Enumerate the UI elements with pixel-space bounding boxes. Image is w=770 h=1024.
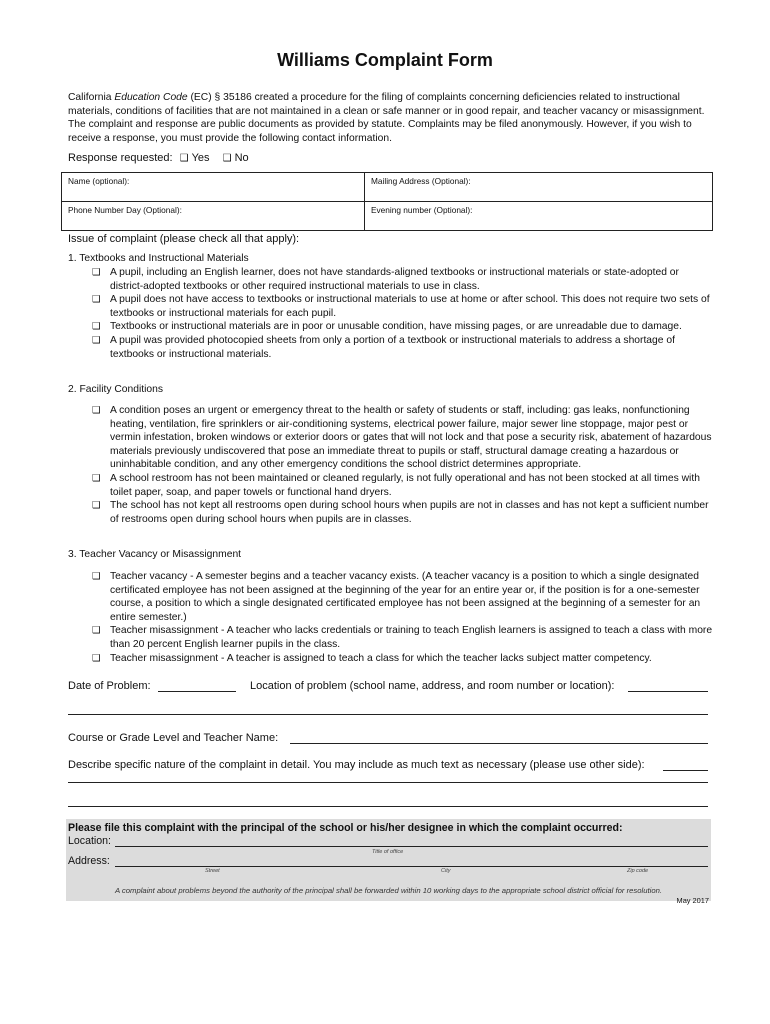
mailing-label: Mailing Address (Optional): xyxy=(371,176,471,186)
issue-heading: Issue of complaint (please check all that apply): xyxy=(68,233,300,245)
describe-input-line-3[interactable] xyxy=(68,806,708,807)
checklist-item[interactable] xyxy=(92,293,714,320)
forwarding-note: A complaint about problems beyond the authority of the principal shall be forwarded within 10 working days to the appropriate school district official for resolution. xyxy=(114,886,663,895)
item-text: Textbooks or instructional materials are in poor or unusable condition, have missing pages, or are unreadable due to damage. xyxy=(110,321,682,333)
checkbox-icon[interactable]: ❑ xyxy=(92,625,101,637)
item-text: A pupil, including an English learner, does not have standards-aligned textbooks or instructional materials or state-adopted or district-adopted textbooks or other required instructional materials to use in class. xyxy=(110,267,679,292)
intro-code: Education Code xyxy=(114,92,188,103)
item-text: A pupil does not have access to textbooks or instructional materials to use at home or after school. This does not require two sets of textbooks or instructional materials for each pupil. xyxy=(110,294,710,319)
intro-text: (EC) § 35186 created a procedure for the filing of complaints concerning deficiencies related to instructional materials, conditions of facilities that are not maintained in a clean or safe manner or in good repair, and teacher vacancy or misassignment. The complaint and response are public documents as provided by statute. Complaints may be filed anonymously. However, if you wish to receive a response, you must provide the following contact information. xyxy=(68,92,705,144)
section-2-items xyxy=(92,404,714,526)
revision-date: May 2017 xyxy=(676,896,709,905)
filing-address-line[interactable] xyxy=(115,866,708,867)
section-3-items xyxy=(92,570,714,665)
intro-paragraph xyxy=(68,91,713,145)
section-heading: 1. Textbooks and Instructional Materials xyxy=(68,253,249,264)
location-field-label: Location: xyxy=(68,835,111,847)
phone-label: Phone Number Day (Optional): xyxy=(68,205,182,215)
name-field[interactable] xyxy=(62,173,365,202)
checkbox-icon[interactable]: ❑ xyxy=(92,321,101,333)
checkbox-icon[interactable]: ❑ xyxy=(92,334,101,346)
checklist-item[interactable] xyxy=(92,334,714,361)
checkbox-icon[interactable]: ❑ xyxy=(92,571,101,582)
location-label: Location of problem (school name, address, and room number or location): xyxy=(250,680,615,692)
checkbox-icon[interactable]: ❑ xyxy=(92,500,101,512)
item-text: Teacher misassignment - A teacher is assigned to teach a class for which the teacher lacks subject matter competency. xyxy=(110,652,652,664)
describe-input-line[interactable] xyxy=(663,770,708,771)
item-text: A pupil was provided photocopied sheets from only a portion of a textbook or instructional materials to address a shortage of textbooks or instructional materials. xyxy=(110,334,675,360)
section-heading: 2. Facility Conditions xyxy=(68,384,163,395)
response-label: Response requested: xyxy=(68,152,173,164)
section-1-items xyxy=(92,266,714,361)
checklist-item[interactable] xyxy=(92,499,714,526)
checkbox-icon[interactable]: ❑ xyxy=(179,153,189,164)
checklist-item[interactable] xyxy=(92,570,714,624)
zip-caption: Zip code xyxy=(627,868,649,874)
item-text: Teacher vacancy - A semester begins and a teacher vacancy exists. (A teacher vacancy is a position to which a single designated certificated employee has not been assigned at the beginning of the year for an entire year or, if the position is for a one-semester course, a position to which a single designated certificated employee has not been assigned at the beginning of a semester for an entire semester.) xyxy=(110,571,701,623)
response-requested xyxy=(68,152,249,164)
address-field-label: Address: xyxy=(68,855,110,867)
street-caption: Street xyxy=(205,868,220,874)
location-input-line[interactable] xyxy=(628,691,708,692)
city-caption: City xyxy=(441,868,451,874)
evening-number-field[interactable] xyxy=(365,202,713,231)
item-text: A condition poses an urgent or emergency threat to the health or safety of students or staff, including: gas leaks, nonfunctioning heating, ventilation, fire sprinklers or air-conditioning systems, electrical power failure, major sewer line stoppage, major pest or vermin infestation, broken windows or exterior doors or gates that will not lock and that pose a security risk, abatement of hazardous materials previously undiscovered that pose an immediate threat to pupils or staff, structural damage creating a hazardous or uninhabitable condition, and any other emergency conditions the school district determines appropriate. xyxy=(110,405,712,471)
checklist-item[interactable] xyxy=(92,320,714,334)
mailing-address-field[interactable] xyxy=(365,173,713,202)
item-text: Teacher misassignment - A teacher who lacks credentials or training to teach English learners is assigned to teach a class with more than 20 percent English learner pupils in the class. xyxy=(110,625,713,650)
date-label: Date of Problem: xyxy=(68,680,151,692)
checkbox-icon[interactable]: ❑ xyxy=(92,294,101,306)
checklist-item[interactable] xyxy=(92,624,714,651)
checklist-item[interactable] xyxy=(92,652,714,666)
checklist-item[interactable] xyxy=(92,404,714,472)
date-input-line[interactable] xyxy=(158,691,236,692)
item-text: A school restroom has not been maintained or cleaned regularly, is not fully operational and has not been stocked at all times with toilet paper, soap, and paper towels or functional hand dryers. xyxy=(110,472,700,498)
course-label: Course or Grade Level and Teacher Name: xyxy=(68,732,279,744)
describe-label: Describe specific nature of the complaint in detail. You may include as much text as necessary (please use other side): xyxy=(68,759,645,771)
checklist-item[interactable] xyxy=(92,266,714,293)
filing-instruction: Please file this complaint with the principal of the school or his/her designee in which the complaint occurred: xyxy=(68,822,623,834)
phone-field[interactable] xyxy=(62,202,365,231)
filing-location-line[interactable] xyxy=(115,846,708,847)
title-of-office-caption: Title of office xyxy=(372,849,404,855)
section-heading: 3. Teacher Vacancy or Misassignment xyxy=(68,549,242,560)
contact-table xyxy=(61,172,713,231)
location-input-line-2[interactable] xyxy=(68,714,708,715)
response-yes-label: Yes xyxy=(191,152,210,164)
checkbox-icon[interactable]: ❑ xyxy=(92,652,101,664)
evening-label: Evening number (Optional): xyxy=(371,205,473,215)
name-label: Name (optional): xyxy=(68,176,130,186)
course-input-line[interactable] xyxy=(290,743,708,744)
checkbox-icon[interactable]: ❑ xyxy=(92,267,101,278)
response-no-label: No xyxy=(234,152,249,164)
checkbox-icon[interactable]: ❑ xyxy=(92,472,101,484)
checkbox-icon[interactable]: ❑ xyxy=(222,153,232,164)
form-title: Williams Complaint Form xyxy=(277,50,493,70)
checklist-item[interactable] xyxy=(92,472,714,499)
item-text: The school has not kept all restrooms open during school hours when pupils are not in classes and has not kept a sufficient number of restrooms open during school hours when pupils are in classes. xyxy=(110,500,709,525)
intro-prefix: California xyxy=(68,92,115,103)
describe-input-line-2[interactable] xyxy=(68,782,708,783)
checkbox-icon[interactable]: ❑ xyxy=(92,405,101,416)
